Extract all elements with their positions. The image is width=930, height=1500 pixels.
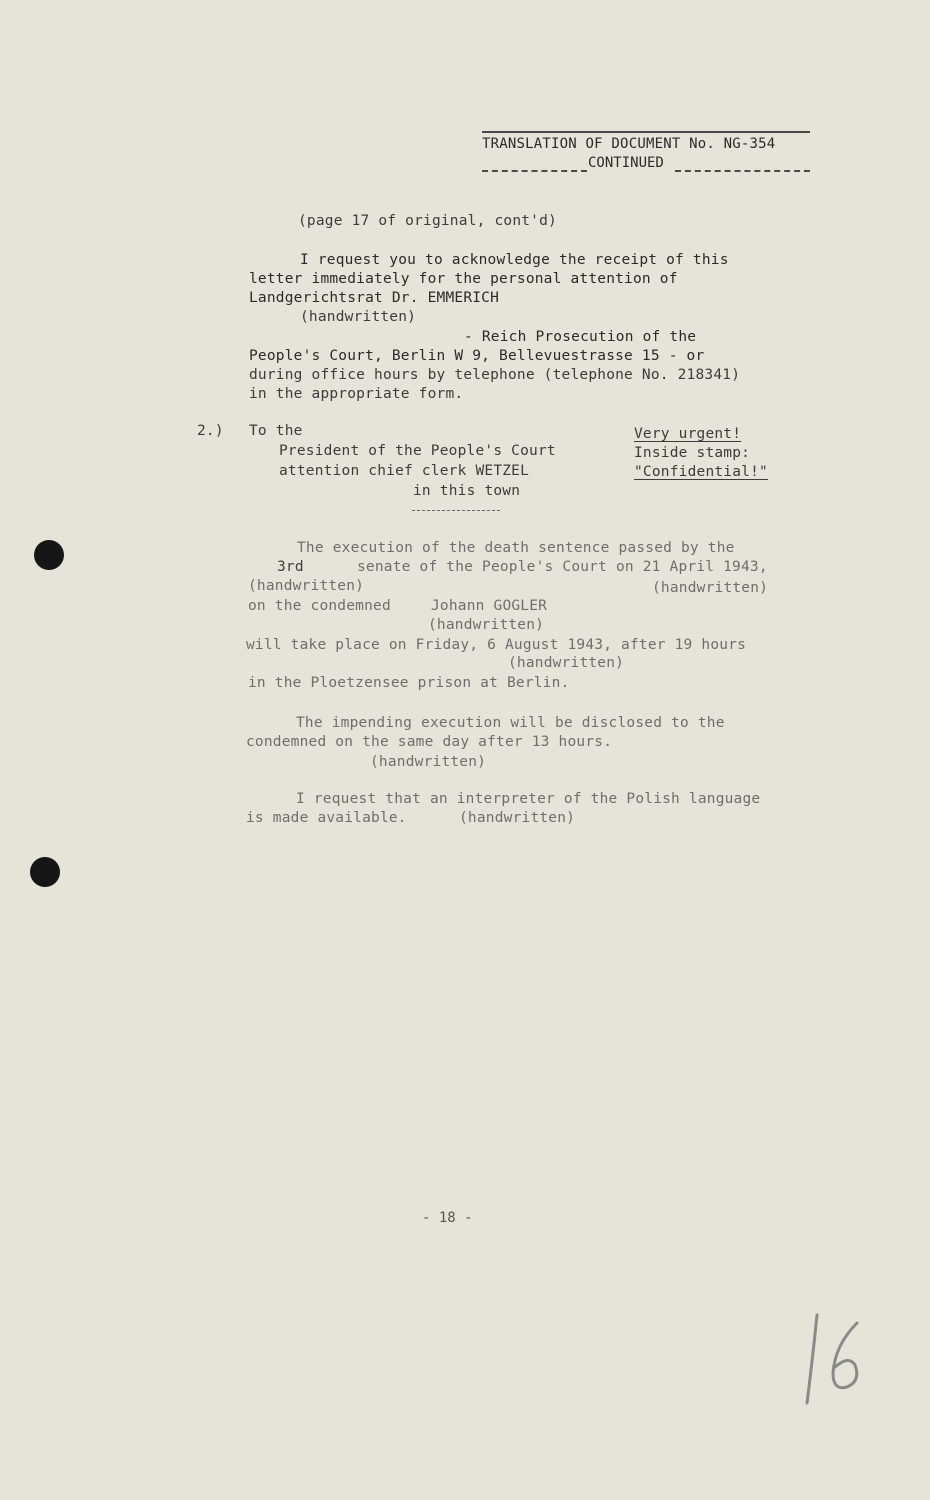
execution-line-2: senate of the People's Court on 21 April 1943, bbox=[357, 559, 768, 575]
impending-handwritten: (handwritten) bbox=[370, 754, 487, 770]
execution-handwritten-2: (handwritten) bbox=[652, 580, 769, 596]
intro-line-2: letter immediately for the personal attention of bbox=[249, 271, 678, 287]
document-title: TRANSLATION OF DOCUMENT No. NG-354 bbox=[482, 136, 776, 152]
execution-handwritten-3: (handwritten) bbox=[428, 617, 545, 633]
execution-line-1: The execution of the death sentence passed by the bbox=[297, 540, 735, 556]
execution-line-8: in the Ploetzensee prison at Berlin. bbox=[248, 675, 570, 691]
punch-hole-top bbox=[34, 540, 64, 570]
intro-line-6: People's Court, Berlin W 9, Bellevuestrasse 15 - or bbox=[249, 348, 705, 364]
impending-line-2: condemned on the same day after 13 hours. bbox=[246, 734, 613, 750]
addressee-rule bbox=[412, 510, 500, 511]
header-top-rule bbox=[482, 131, 810, 133]
execution-condemned-name: Johann GOGLER bbox=[431, 598, 548, 614]
execution-line-6: will take place on Friday, 6 August 1943, after 19 hours bbox=[246, 637, 747, 653]
header-bottom-rule-right bbox=[675, 170, 810, 172]
execution-senate-number: 3rd bbox=[277, 559, 304, 575]
execution-handwritten-1: (handwritten) bbox=[248, 578, 365, 594]
interpreter-line-1: I request that an interpreter of the Polish language bbox=[296, 791, 761, 807]
addressee-line-3: in this town bbox=[413, 483, 521, 499]
punch-hole-bottom bbox=[30, 857, 60, 887]
stamp-value: "Confidential!" bbox=[634, 464, 768, 480]
interpreter-handwritten: (handwritten) bbox=[459, 810, 576, 826]
page-number: - 18 - bbox=[422, 1210, 473, 1226]
intro-line-7: during office hours by telephone (telephone No. 218341) bbox=[249, 367, 741, 383]
execution-handwritten-4: (handwritten) bbox=[508, 655, 625, 671]
urgent-note: Very urgent! bbox=[634, 426, 742, 442]
intro-line-8: in the appropriate form. bbox=[249, 386, 464, 402]
interpreter-line-2: is made available. bbox=[246, 810, 407, 826]
execution-condemned-label: on the condemned bbox=[248, 598, 391, 614]
intro-line-1: I request you to acknowledge the receipt of this bbox=[300, 252, 729, 268]
intro-line-3: Landgerichtsrat Dr. EMMERICH bbox=[249, 290, 500, 306]
addressee-to: To the bbox=[249, 423, 303, 439]
intro-line-5: - Reich Prosecution of the bbox=[464, 329, 697, 345]
addressee-line-1: President of the People's Court bbox=[279, 443, 556, 459]
handwritten-folio-number bbox=[795, 1305, 885, 1415]
stamp-label: Inside stamp: bbox=[634, 445, 751, 461]
continued-label: CONTINUED bbox=[588, 155, 664, 171]
header-bottom-rule-left bbox=[482, 170, 587, 172]
addressee-line-2: attention chief clerk WETZEL bbox=[279, 463, 530, 479]
page-reference: (page 17 of original, cont'd) bbox=[298, 213, 557, 229]
item-number: 2.) bbox=[197, 423, 224, 439]
impending-line-1: The impending execution will be disclosed to the bbox=[296, 715, 725, 731]
intro-line-4: (handwritten) bbox=[300, 309, 417, 325]
